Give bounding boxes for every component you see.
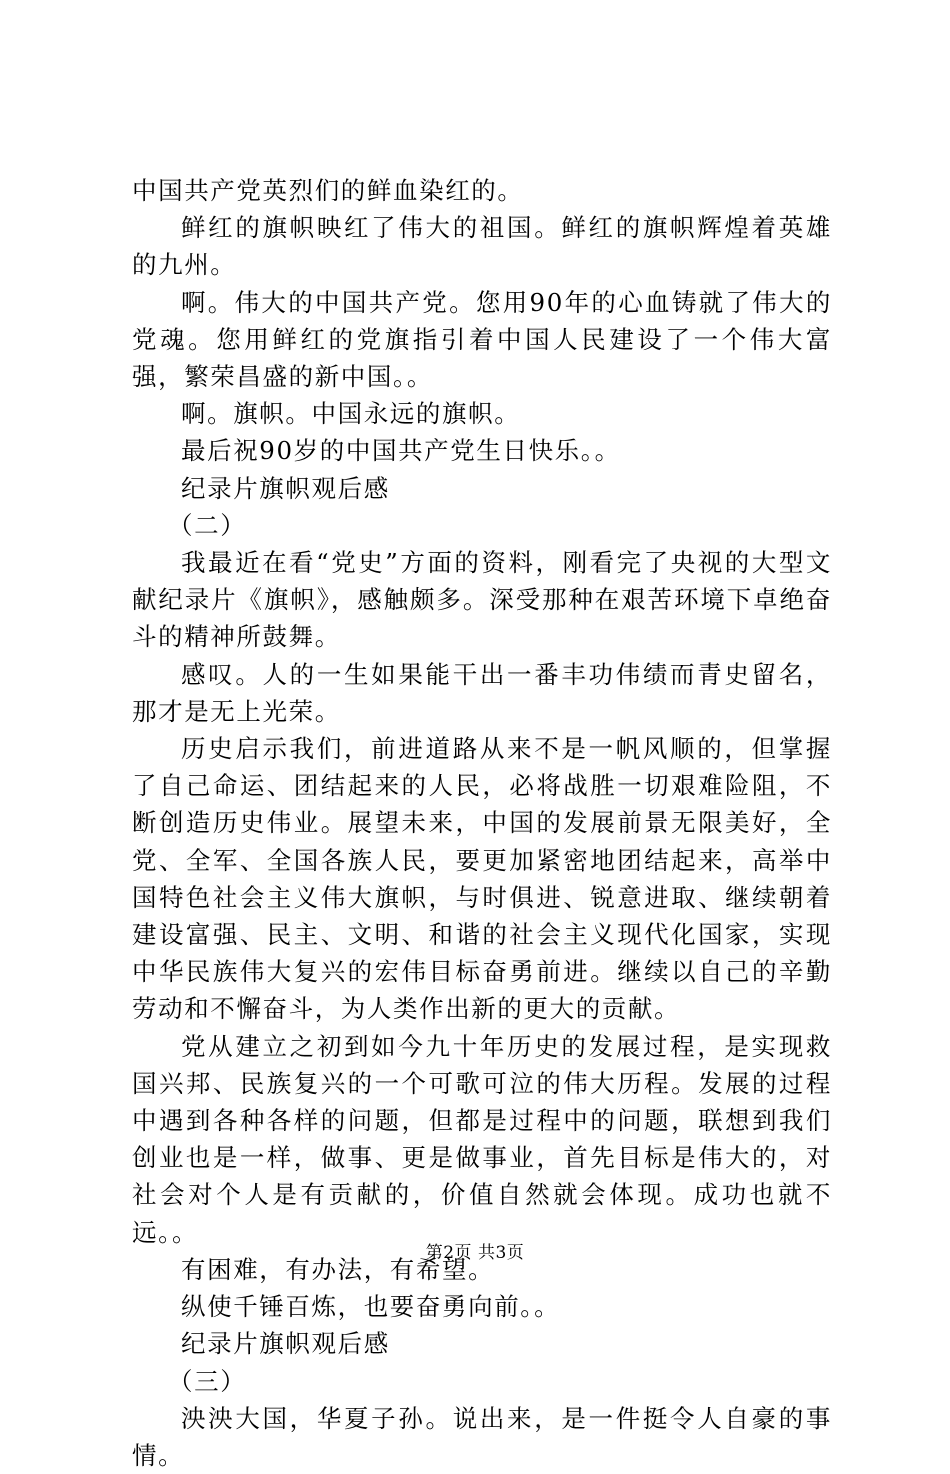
paragraph-6: 我最近在看“党史”方面的资料，刚看完了央视的大型文献纪录片《旗帜》，感触颇多。深受那种在艰苦环境下卓绝奋斗的精神所鼓舞。 xyxy=(132,548,832,652)
section-heading-3: 纪录片旗帜观后感 xyxy=(181,1329,390,1359)
paragraph-4: 啊。旗帜。中国永远的旗帜。 xyxy=(181,399,521,429)
paragraph-8: 历史启示我们，前进道路从来不是一帆风顺的，但掌握了自己命运、团结起来的人民，必将战胜一切艰难险阻，不断创造历史伟业。展望未来，中国的发展前景无限美好，全党、全军、全国各族人民，要更加紧密地团结起来，高举中国特色社会主义伟大旗帜，与时俱进、锐意进取、继续朝着建设富强、民主、文明、和谐的社会主义现代化国家，实现中华民族伟大复兴的宏伟目标奋勇前进。继续以自己的辛勤劳动和不懈奋斗，为人类作出新的更大的贡献。 xyxy=(132,734,832,1024)
paragraph-2: 鲜红的旗帜映红了伟大的祖国。鲜红的旗帜辉煌着英雄的九州。 xyxy=(132,213,832,280)
paragraph-5: 最后祝90岁的中国共产党生日快乐。。 xyxy=(181,436,621,466)
document-body xyxy=(132,172,832,1474)
section-number-2: （二） xyxy=(168,510,247,540)
paragraph-9: 党从建立之初到如今九十年历史的发展过程，是实现救国兴邦、民族复兴的一个可歌可泣的伟大历程。发展的过程中遇到各种各样的问题，但都是过程中的问题，联想到我们创业也是一样，做事、更是做事业，首先目标是伟大的，对社会对个人是有贡献的，价值自然就会体现。成功也就不远。。 xyxy=(132,1031,832,1247)
section-number-3: （三） xyxy=(168,1366,247,1396)
page-footer: 第2页 共3页 xyxy=(425,1243,525,1263)
paragraph-11: 纵使千锤百炼，也要奋勇向前。。 xyxy=(181,1292,561,1322)
paragraph-7: 感叹。人的一生如果能干出一番丰功伟绩而青史留名，那才是无上光荣。 xyxy=(132,659,832,726)
section-heading-2: 纪录片旗帜观后感 xyxy=(181,473,390,503)
paragraph-10: 有困难，有办法，有希望。 xyxy=(181,1254,495,1284)
paragraph-3: 啊。伟大的中国共产党。您用90年的心血铸就了伟大的党魂。您用鲜红的党旗指引着中国人民建设了一个伟大富强，繁荣昌盛的新中国。。 xyxy=(132,287,832,392)
paragraph-12: 泱泱大国，华夏子孙。说出来，是一件挺令人自豪的事情。 xyxy=(132,1403,832,1470)
paragraph-1: 中国共产党英烈们的鲜血染红的。 xyxy=(132,176,524,205)
